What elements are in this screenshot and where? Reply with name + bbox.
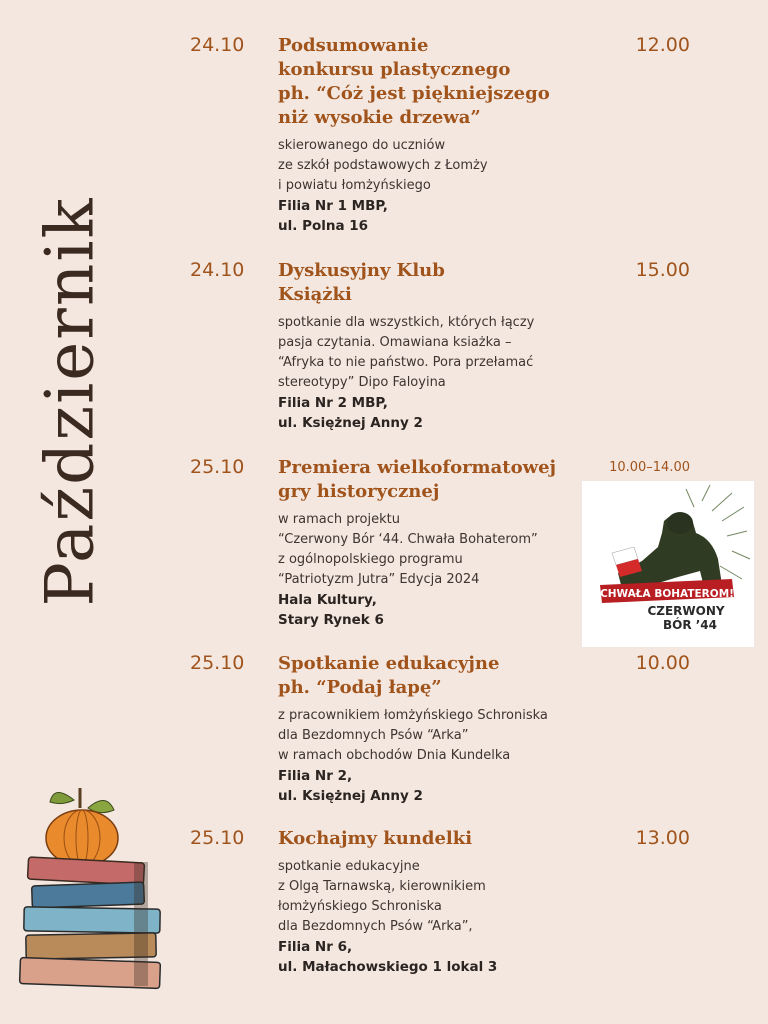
event-location: Filia Nr 2 MBP, ul. Księżnej Anny 2 xyxy=(278,395,423,431)
event-location: Filia Nr 2, ul. Księżnej Anny 2 xyxy=(278,768,423,804)
event-title: Premiera wielkoformatowej gry historycznej xyxy=(278,457,557,502)
event-title: Dyskusyjny Klub Książki xyxy=(278,260,445,305)
event-title: Kochajmy kundelki xyxy=(278,828,473,849)
event-description: skierowanego do uczniów ze szkół podstawowych z Łomży i powiatu łomżyńskiego xyxy=(278,138,488,193)
event-location: Filia Nr 6, ul. Małachowskiego 1 lokal 3 xyxy=(278,939,498,975)
event-title: Spotkanie edukacyjne ph. “Podaj łapę” xyxy=(278,653,500,698)
event-description: w ramach projektu “Czerwony Bór ‘44. Chwała Bohaterom” z ogólnopolskiego programu “Patriotyzm Jutra” Edycja 2024 xyxy=(278,512,538,587)
month-heading xyxy=(22,178,118,624)
event-date: 24.10 xyxy=(190,34,245,56)
czerwony-bor-poster xyxy=(582,481,754,647)
event-location: Filia Nr 1 MBP, ul. Polna 16 xyxy=(278,198,388,234)
event-date: 24.10 xyxy=(190,259,245,281)
event-date: 25.10 xyxy=(190,456,245,478)
poster-illustration xyxy=(582,481,754,647)
event-title: Podsumowanie konkursu plastycznego ph. “Cóż jest piękniejszego niż wysokie drzewa” xyxy=(278,35,550,128)
event-description: spotkanie edukacyjne z Olgą Tarnawską, kierownikiem łomżyńskiego Schroniska dla Bezdomnych Psów “Arka”, xyxy=(278,859,486,934)
poster-banner-text: CHWAŁA BOHATEROM! xyxy=(600,588,734,600)
event-description: spotkanie dla wszystkich, których łączy pasja czytania. Omawiana ksiażka – “Afryka to nie państwo. Pora przełamać stereotypy” Dipo Faloyina xyxy=(278,315,535,390)
event-time: 13.00 xyxy=(635,827,690,849)
event-description: z pracownikiem łomżyńskiego Schroniska dla Bezdomnych Psów “Arka” w ramach obchodów Dnia Kundelka xyxy=(278,708,548,763)
event-time: 10.00–14.00 xyxy=(609,460,690,475)
event-location: Hala Kultury, Stary Rynek 6 xyxy=(278,592,384,628)
poster-logo-line2: BÓR ’44 xyxy=(662,618,718,632)
pumpkin-books-illustration xyxy=(14,782,174,1007)
month-label: Październik xyxy=(31,196,109,606)
poster-logo-line1: CZERWONY xyxy=(647,604,725,618)
event-time: 10.00 xyxy=(635,652,690,674)
event-time: 12.00 xyxy=(635,34,690,56)
event-date: 25.10 xyxy=(190,827,245,849)
event-date: 25.10 xyxy=(190,652,245,674)
event-time: 15.00 xyxy=(635,259,690,281)
